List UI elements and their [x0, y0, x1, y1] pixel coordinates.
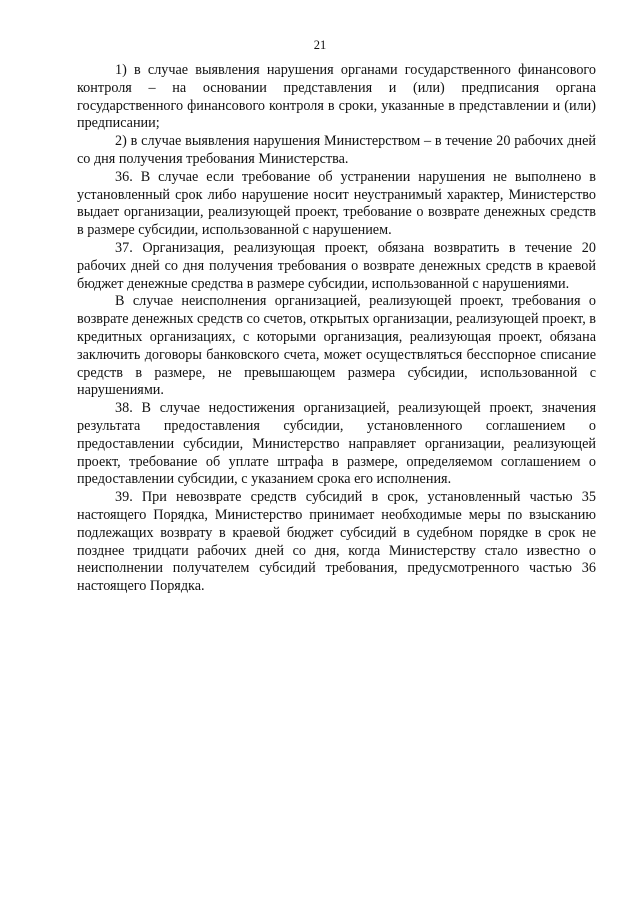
- paragraph-37-continued: В случае неисполнения организацией, реализующей проект, требования о возврате денежных средств со счетов, открытых организации, реализующей проект, в кредитных организациях, с которыми организация, реализующая проект, обязана заключить договоры банковского счета, может осуществляться бесспорное списание средств в размере, не превышающем размера субсидии, использованной с нарушениями.: [77, 293, 596, 399]
- paragraph-38: 38. В случае недостижения организацией, реализующей проект, значения результата предоставления субсидии, установленного соглашением о предоставлении субсидии, Министерство направляет организации, реализующей проект, требование об уплате штрафа в размере, определяемом соглашением о предоставлении субсидии, с указанием срока его исполнения.: [77, 400, 596, 488]
- paragraph-37: 37. Организация, реализующая проект, обязана возвратить в течение 20 рабочих дней со дня получения требования о возврате денежных средств в краевой бюджет денежные средства в размере субсидии, использованной с нарушениями.: [77, 239, 596, 292]
- paragraph-39: 39. При невозврате средств субсидий в срок, установленный частью 35 настоящего Порядка, Министерство принимает необходимые меры по взысканию подлежащих возврату в краевой бюджет субсидий в судебном порядке в срок не позднее тридцати рабочих дней со дня, когда Министерству стало известно о неисполнении получателем субсидий требования, предусмотренного частью 36 настоящего Порядка.: [77, 489, 596, 595]
- paragraph-item-2: 2) в случае выявления нарушения Министерством – в течение 20 рабочих дней со дня получения требования Министерства.: [77, 133, 596, 167]
- paragraph-36: 36. В случае если требование об устранении нарушения не выполнено в установленный срок либо нарушение носит неустранимый характер, Министерство выдает организации, реализующей проект, требование о возврате денежных средств в размере субсидии, использованной с нарушением.: [77, 168, 596, 239]
- document-body: [77, 62, 596, 596]
- page-number: 21: [313, 38, 327, 52]
- paragraph-item-1: 1) в случае выявления нарушения органами государственного финансового контроля – на основании представления и (или) предписания органа государственного финансового контроля в сроки, указанные в представлении и (или) предписании;: [77, 62, 596, 132]
